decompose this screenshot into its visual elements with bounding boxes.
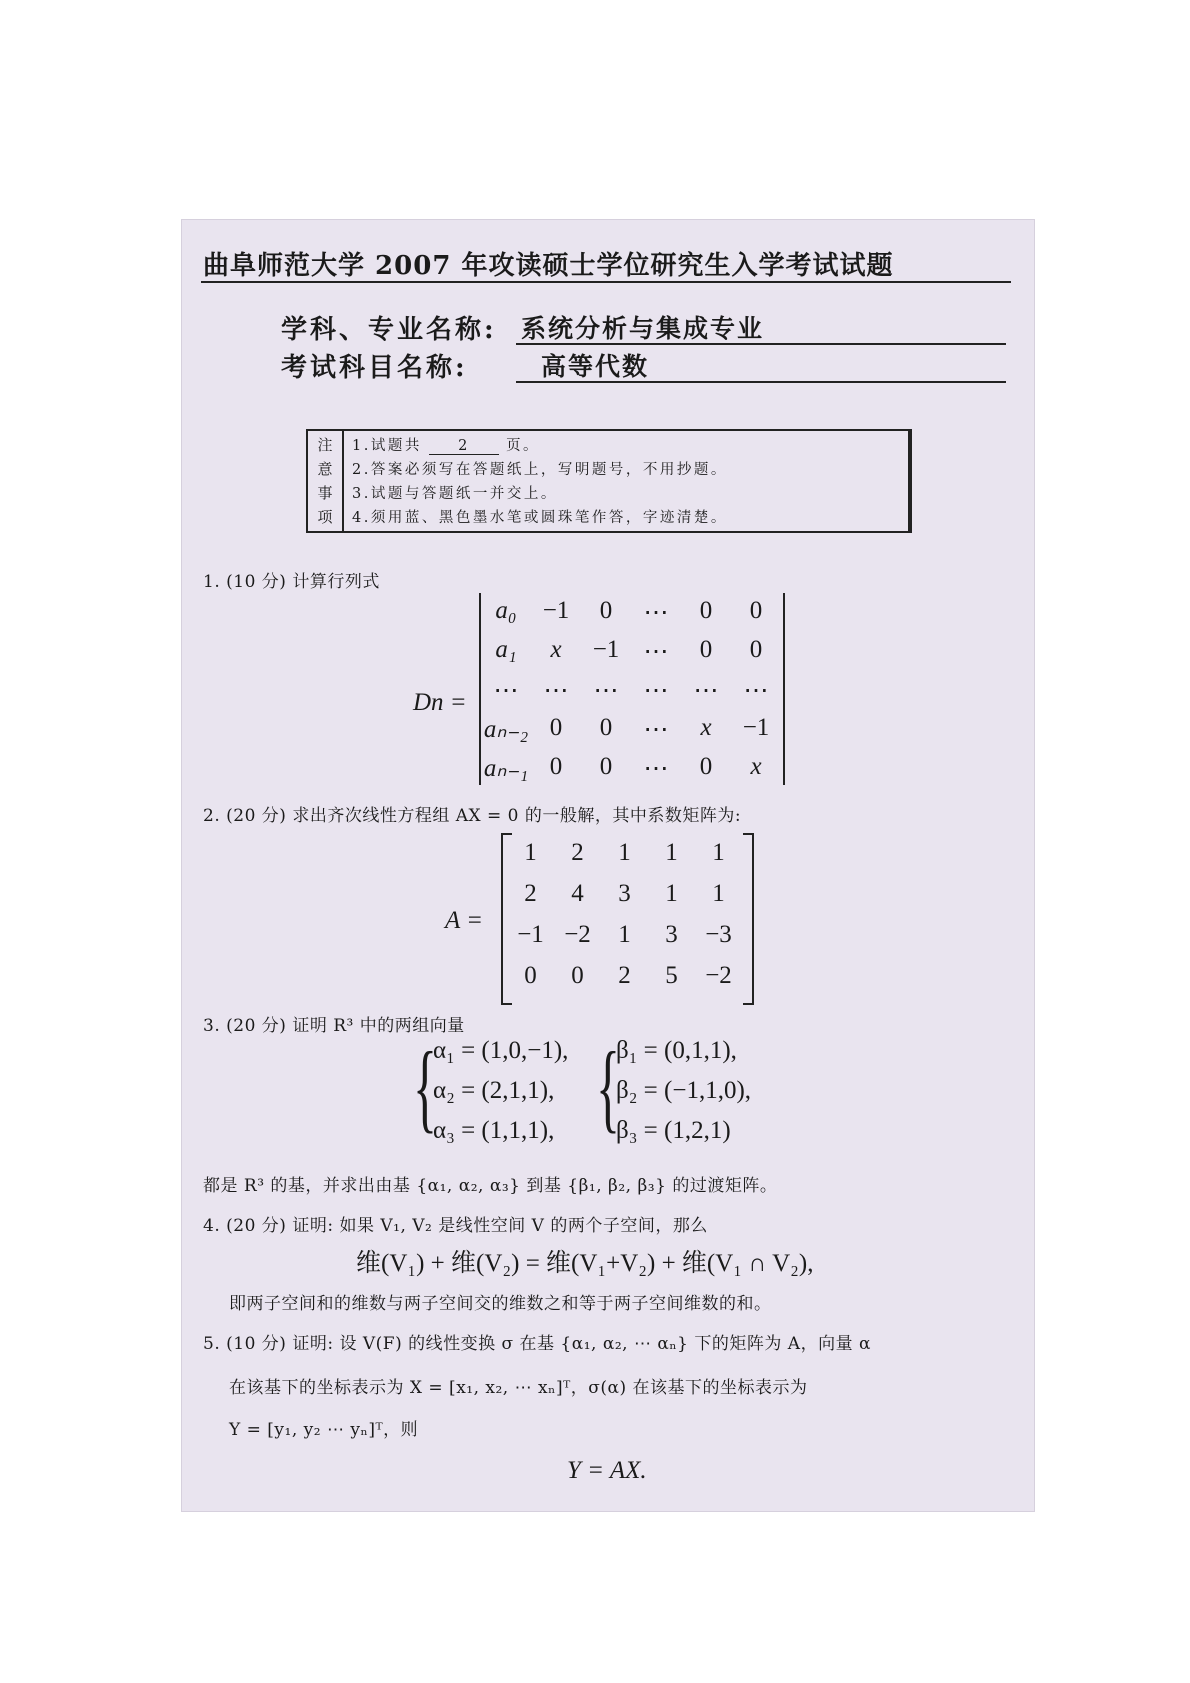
determinant-cell: ⋯ <box>643 599 669 626</box>
matrix-cell: 1 <box>524 839 537 866</box>
matrix-cell: 2 <box>524 880 537 907</box>
determinant-cell: 0 <box>549 714 563 741</box>
determinant-cell: ⋯ <box>743 677 769 704</box>
matrix-cell: −3 <box>705 921 732 948</box>
determinant-cell: 0 <box>599 597 613 624</box>
determinant-cell: x <box>750 753 762 780</box>
beta-1: β₁ = (0,1,1), <box>616 1037 737 1064</box>
determinant-cell: 0 <box>599 714 613 741</box>
notes-box <box>306 429 912 533</box>
exam-title: 曲阜师范大学 2007 年攻读硕士学位研究生入学考试试题 <box>203 251 894 281</box>
determinant-cell: 0 <box>699 597 713 624</box>
determinant-cell: aₙ₋₂ <box>483 716 529 743</box>
matrix-cell: 4 <box>571 880 584 907</box>
alpha-3: α₃ = (1,1,1), <box>433 1117 555 1144</box>
q2-lhs: A = <box>445 907 483 934</box>
beta-2: β₂ = (−1,1,0), <box>616 1077 752 1104</box>
major-label: 学科、专业名称: <box>281 315 497 345</box>
matrix-cell: 1 <box>712 880 725 907</box>
determinant-cell: ⋯ <box>593 677 619 704</box>
matrix-cell: 3 <box>618 880 631 907</box>
notes-line-2: 2.答案必须写在答题纸上，写明题号，不用抄题。 <box>352 462 728 478</box>
determinant-cell: ⋯ <box>643 755 669 782</box>
matrix-cell: 0 <box>524 962 537 989</box>
matrix-cell: 1 <box>665 839 678 866</box>
determinant-cell: ⋯ <box>543 677 569 704</box>
determinant-cell: 0 <box>749 597 763 624</box>
determinant-cell: a₀ <box>495 597 517 624</box>
notes-line-1: 1.试题共 2 页。 <box>352 438 541 454</box>
matrix-cell: 3 <box>665 921 678 948</box>
major-underline <box>516 343 1006 345</box>
determinant-cell: ⋯ <box>643 677 669 704</box>
alpha-brace: { <box>413 1031 437 1142</box>
alpha-1: α₁ = (1,0,−1), <box>433 1037 569 1064</box>
q4-formula: 维(V₁) + 维(V₂) = 维(V₁+V₂) + 维(V₁ ∩ V₂), <box>356 1250 814 1277</box>
determinant-cell: ⋯ <box>643 716 669 743</box>
matrix-cell: 2 <box>571 839 584 866</box>
q3-conclusion: 都是 R³ 的基，并求出由基 {α₁, α₂, α₃} 到基 {β₁, β₂, β₃} 的过渡矩阵。 <box>203 1176 778 1196</box>
matrix-cell: 5 <box>665 962 678 989</box>
determinant-cell: ⋯ <box>643 638 669 665</box>
q4-text: 4. (20 分) 证明: 如果 V₁, V₂ 是线性空间 V 的两个子空间，那么 <box>203 1216 708 1236</box>
determinant-cell: 0 <box>599 753 613 780</box>
determinant-cell: −1 <box>542 597 570 624</box>
determinant-cell: 0 <box>549 753 563 780</box>
q1-lhs: Dn = <box>413 689 467 716</box>
determinant-cell: x <box>700 714 712 741</box>
q4-explain: 即两子空间和的维数与两子空间交的维数之和等于两子空间维数的和。 <box>229 1294 772 1314</box>
q1-text: 1. (10 分) 计算行列式 <box>203 572 380 592</box>
matrix-cell: 1 <box>618 839 631 866</box>
alpha-2: α₂ = (2,1,1), <box>433 1077 555 1104</box>
q5-line-2: 在该基下的坐标表示为 X = [x₁, x₂, ⋯ xₙ]ᵀ，σ(α) 在该基下的坐标表示为 <box>229 1378 808 1398</box>
notes-side-label: 注 意 事 项 <box>308 431 344 531</box>
subject-underline <box>516 381 1006 383</box>
notes-line-4: 4.须用蓝、黑色墨水笔或圆珠笔作答，字迹清楚。 <box>352 510 728 526</box>
beta-brace: { <box>596 1031 620 1142</box>
title-rule <box>201 281 1011 283</box>
beta-3: β₃ = (1,2,1) <box>616 1117 731 1144</box>
subject-value: 高等代数 <box>541 352 650 381</box>
major-value: 系统分析与集成专业 <box>521 314 765 343</box>
matrix-cell: 1 <box>618 921 631 948</box>
matrix-cell: −1 <box>517 921 544 948</box>
matrix-cell: 0 <box>571 962 584 989</box>
matrix-cell: −2 <box>705 962 732 989</box>
matrix-cell: 1 <box>665 880 678 907</box>
determinant-cell: ⋯ <box>493 677 519 704</box>
q2-text: 2. (20 分) 求出齐次线性方程组 AX = 0 的一般解，其中系数矩阵为: <box>203 806 742 826</box>
determinant-cell: −1 <box>742 714 770 741</box>
q5-line-1: 5. (10 分) 证明: 设 V(F) 的线性变换 σ 在基 {α₁, α₂, ⋯ αₙ} 下的矩阵为 A，向量 α <box>203 1334 871 1354</box>
determinant-cell: x <box>550 636 562 663</box>
determinant-cell: ⋯ <box>693 677 719 704</box>
matrix-right-bracket <box>743 833 754 1005</box>
determinant-cell: −1 <box>592 636 620 663</box>
matrix-cell: 1 <box>712 839 725 866</box>
exam-paper <box>181 219 1035 1512</box>
q5-line-3: Y = [y₁, y₂ ⋯ yₙ]ᵀ，则 <box>229 1420 419 1440</box>
det-right-bar <box>783 593 785 785</box>
q5-formula: Y = AX. <box>567 1457 647 1484</box>
notes-line-3: 3.试题与答题纸一并交上。 <box>352 486 558 502</box>
determinant-cell: a₁ <box>495 636 517 663</box>
matrix-cell: 2 <box>618 962 631 989</box>
determinant-cell: aₙ₋₁ <box>483 755 529 782</box>
determinant-cell: 0 <box>749 636 763 663</box>
subject-label: 考试科目名称: <box>281 353 468 383</box>
matrix-cell: −2 <box>564 921 591 948</box>
determinant-cell: 0 <box>699 753 713 780</box>
q3-text: 3. (20 分) 证明 R³ 中的两组向量 <box>203 1016 465 1036</box>
determinant-cell: 0 <box>699 636 713 663</box>
